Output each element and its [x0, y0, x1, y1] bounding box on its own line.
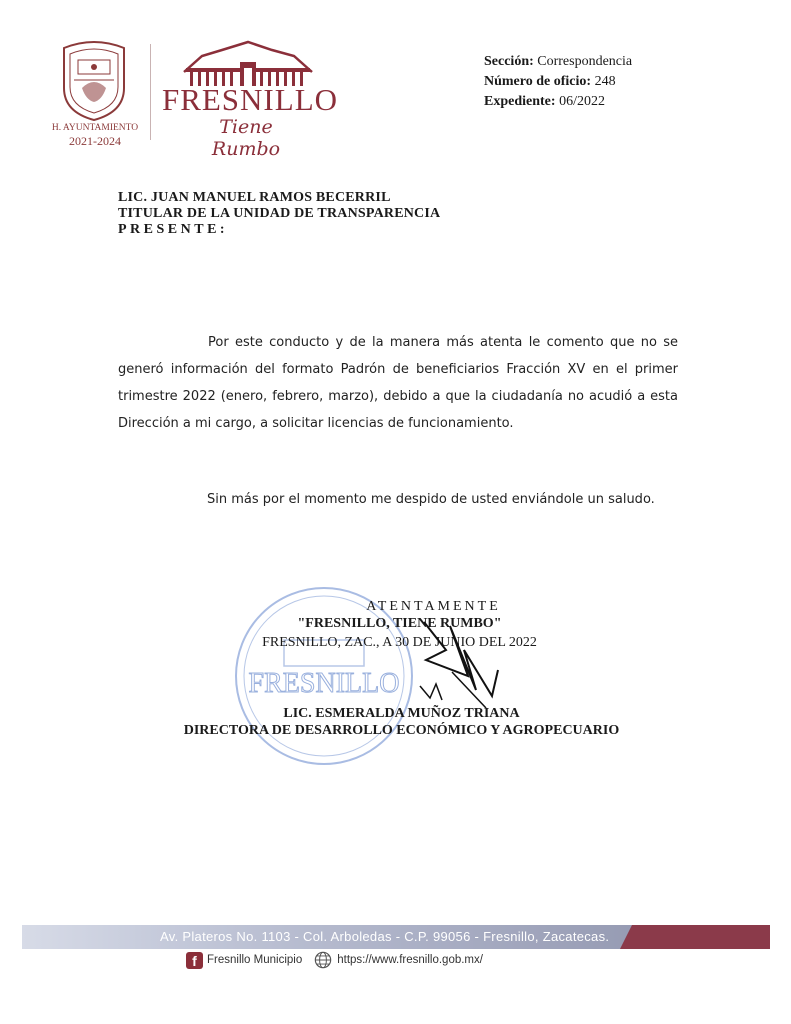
meta-expediente [484, 92, 632, 112]
footer-links [186, 950, 483, 970]
handwritten-signature [406, 620, 516, 712]
ayuntamiento-label: H. AYUNTAMIENTO [51, 123, 139, 133]
closing-place-date: FRESNILLO, ZAC., A 30 DE JUNIO DEL 2022 [262, 635, 537, 650]
meta-expediente-label: Expediente: [484, 94, 556, 109]
brand-name: FRESNILLO [161, 82, 339, 117]
brand-slogan: Tiene Rumbo [211, 116, 281, 160]
addressee-name: LIC. JUAN MANUEL RAMOS BECERRIL [118, 190, 391, 205]
closing-atentamente: ATENTAMENTE [366, 599, 501, 614]
globe-icon [314, 951, 332, 969]
meta-expediente-value: 06/2022 [559, 94, 605, 109]
website-link[interactable]: https://www.fresnillo.gob.mx/ [337, 954, 483, 966]
footer-address: Av. Plateros No. 1103 - Col. Arboledas - C.P. 99056 - Fresnillo, Zacatecas. [160, 929, 610, 944]
meta-oficio-label: Número de oficio: [484, 74, 592, 89]
meta-seccion-label: Sección: [484, 54, 534, 69]
signer-title: DIRECTORA DE DESARROLLO ECONÓMICO Y AGROPECUARIO [183, 723, 620, 738]
stamp-text: FRESNILLO [248, 668, 400, 699]
body-paragraph-2: Sin más por el momento me despido de usted enviándole un saludo. [207, 492, 655, 507]
signer-name: LIC. ESMERALDA MUÑOZ TRIANA [283, 706, 520, 721]
closing-motto: "FRESNILLO, TIENE RUMBO" [297, 616, 502, 631]
footer-accent [620, 925, 770, 949]
municipal-seal-icon [58, 38, 130, 122]
body-paragraph-1: Por este conducto y de la manera más atenta le comento que no se generó información del formato Padrón de beneficiarios Fracción XV en el primer trimestre 2022 (enero, febrero, marzo), debido a que la ciudadanía no acudió a esta Dirección a mi cargo, a solicitar licencias de funcionamiento. [118, 335, 678, 431]
facebook-icon: f [186, 952, 203, 969]
ayuntamiento-years: 2021-2024 [69, 134, 121, 148]
meta-seccion [484, 52, 632, 72]
addressee-presente: PRESENTE: [118, 222, 229, 237]
meta-seccion-value: Correspondencia [537, 54, 633, 69]
facebook-link[interactable]: Fresnillo Municipio [207, 954, 303, 966]
document-meta [484, 52, 632, 112]
meta-oficio-value: 248 [594, 74, 616, 89]
meta-oficio [484, 72, 632, 92]
addressee-block [118, 190, 440, 238]
header-divider [150, 44, 151, 140]
addressee-title: TITULAR DE LA UNIDAD DE TRANSPARENCIA [118, 206, 441, 221]
